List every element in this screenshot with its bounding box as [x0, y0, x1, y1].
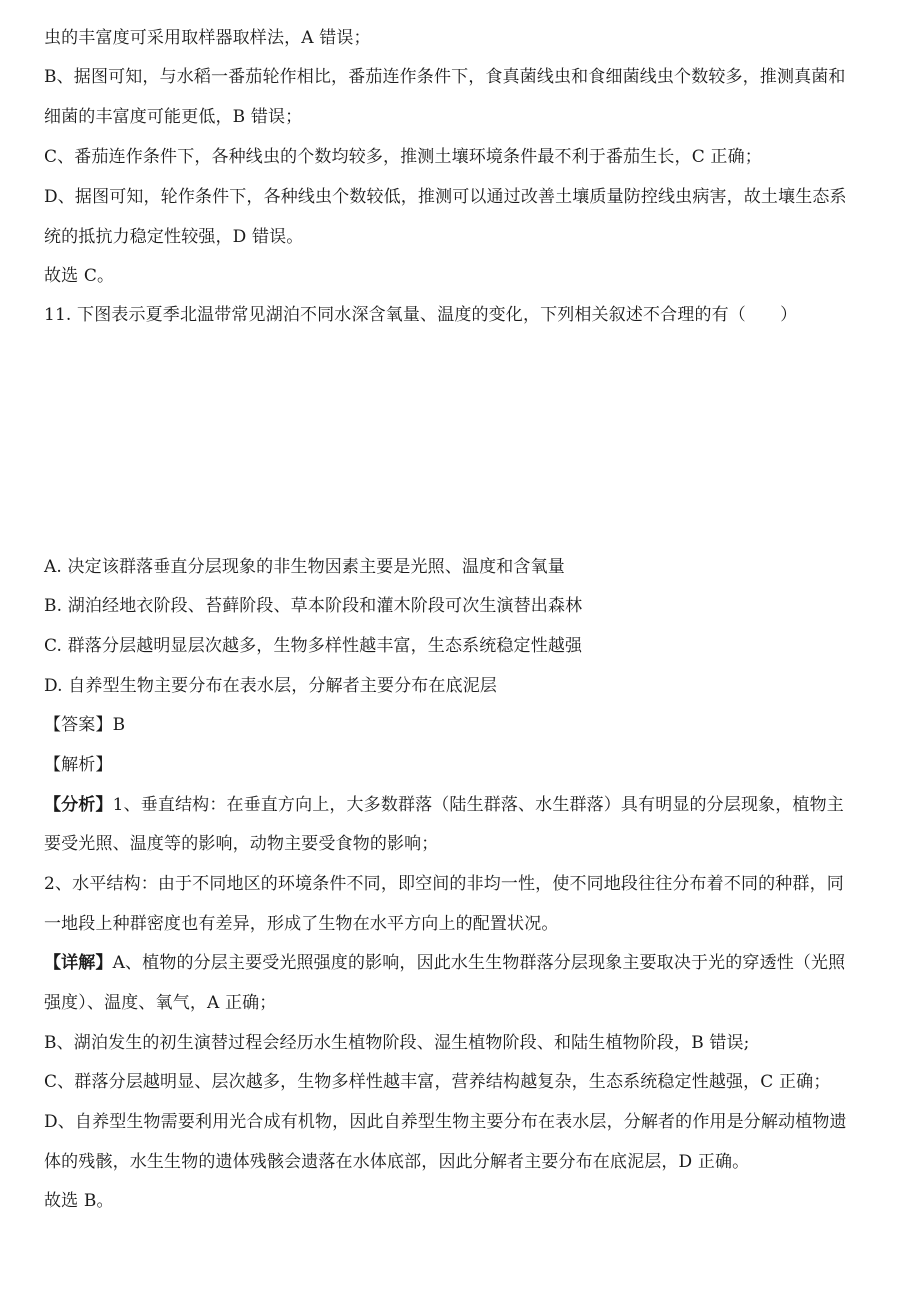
- analysis-header: 【解析】: [44, 755, 113, 775]
- xiangjie-line: 体的残骸，水生生物的遗体残骸会遗落在水体底部，因此分解者主要分布在底泥层，D 正确。: [44, 1152, 750, 1172]
- option-c: C. 群落分层越明显层次越多，生物多样性越丰富，生态系统稳定性越强: [44, 636, 583, 656]
- prev-explanation-line: 统的抵抗力稳定性较强，D 错误。: [44, 227, 304, 247]
- prev-explanation-line: B、据图可知，与水稻一番茄轮作相比，番茄连作条件下，食真菌线虫和食细菌线虫个数较多，推测真菌和: [44, 67, 846, 87]
- xiangjie-line: B、湖泊发生的初生演替过程会经历水生植物阶段、湿生植物阶段、和陆生植物阶段，B 错误;: [44, 1033, 750, 1053]
- prev-explanation-line: 细菌的丰富度可能更低，B 错误；: [44, 107, 303, 127]
- question-stem: 11. 下图表示夏季北温带常见湖泊不同水深含氧量、温度的变化，下列相关叙述不合理的有（ ）: [44, 305, 798, 325]
- xiangjie-line: D、自养型生物需要利用光合成有机物，因此自养型生物主要分布在表水层，分解者的作用是分解动植物遗: [44, 1112, 847, 1132]
- fenxi-line: 2、水平结构：由于不同地区的环境条件不同，即空间的非均一性，使不同地段往往分布着不同的种群，同: [44, 874, 844, 894]
- xiangjie-line: C、群落分层越明显、层次越多，生物多样性越丰富，营养结构越复杂，生态系统稳定性越强，C 正确；: [44, 1072, 831, 1092]
- xiangjie-text: A、植物的分层主要受光照强度的影响，因此水生生物群落分层现象主要取决于光的穿透性（光照: [112, 953, 846, 973]
- figure-placeholder: [44, 340, 856, 540]
- xiangjie-line: 强度）、温度、氧气，A 正确；: [44, 993, 277, 1013]
- prev-explanation-line: 虫的丰富度可采用取样器取样法，A 错误；: [44, 28, 371, 48]
- fenxi-text: 1、垂直结构：在垂直方向上，大多数群落（陆生群落、水生群落）具有明显的分层现象，植物主: [112, 795, 844, 815]
- final-conclusion: 故选 B。: [44, 1191, 114, 1211]
- fenxi-line: 一地段上种群密度也有差异，形成了生物在水平方向上的配置状况。: [44, 914, 559, 934]
- prev-explanation-line: D、据图可知，轮作条件下，各种线虫个数较低，推测可以通过改善土壤质量防控线虫病害，故土壤生态系: [44, 187, 847, 207]
- fenxi-line: [44, 795, 844, 815]
- xiangjie-line: [44, 953, 845, 973]
- prev-conclusion: 故选 C。: [44, 266, 115, 286]
- option-a: A. 决定该群落垂直分层现象的非生物因素主要是光照、温度和含氧量: [44, 557, 565, 577]
- fenxi-line: 要受光照、温度等的影响，动物主要受食物的影响；: [44, 834, 439, 854]
- answer-line: [44, 715, 125, 735]
- fenxi-label: 【分析】: [44, 795, 113, 815]
- answer-value: B: [112, 715, 126, 735]
- prev-explanation-line: C、番茄连作条件下，各种线虫的个数均较多，推测土壤环境条件最不利于番茄生长，C 正确；: [44, 147, 762, 167]
- option-b: B. 湖泊经地衣阶段、苔藓阶段、草本阶段和灌木阶段可次生演替出森林: [44, 596, 583, 616]
- xiangjie-label: 【详解】: [44, 953, 113, 973]
- answer-label: 【答案】: [44, 715, 113, 735]
- option-d: D. 自养型生物主要分布在表水层，分解者主要分布在底泥层: [44, 676, 498, 696]
